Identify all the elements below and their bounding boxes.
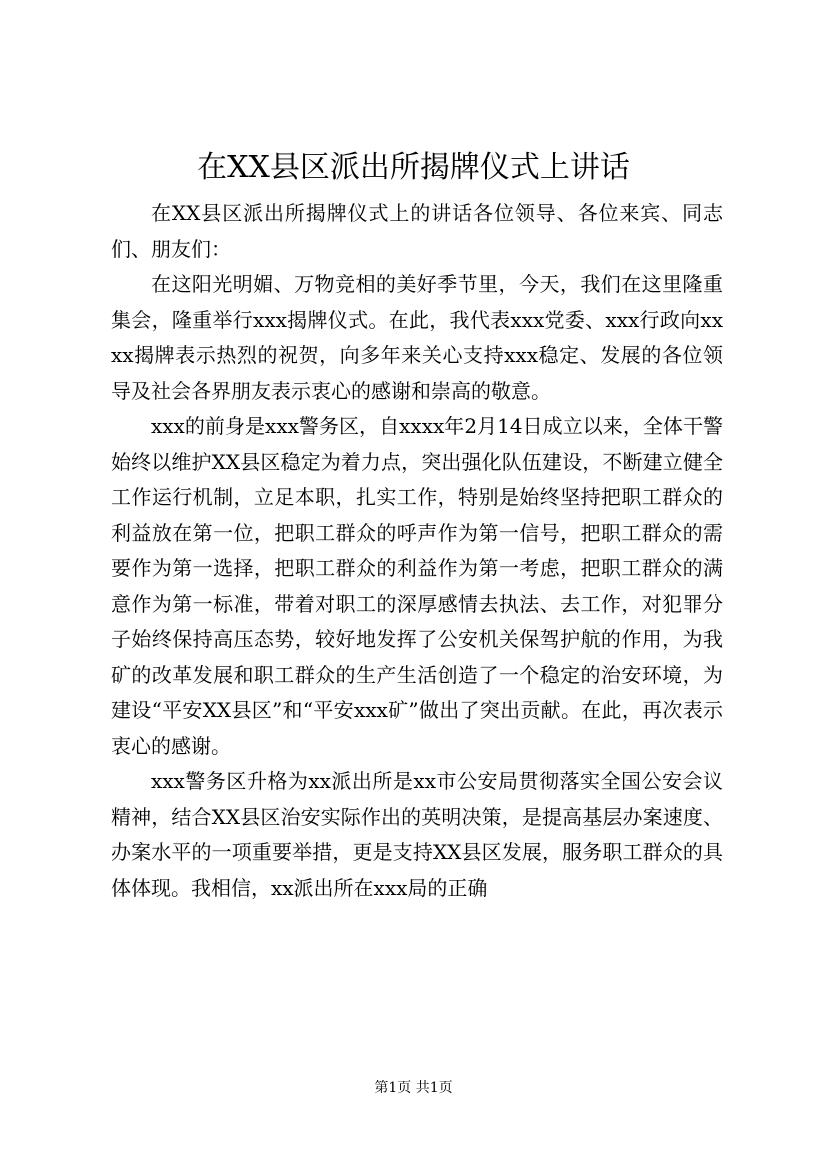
paragraph-opening: 在这阳光明媚、万物竞相的美好季节里，今天，我们在这里隆重集会，隆重举行xxx揭牌仪式。在此，我代表xxx党委、xxx行政向xxxx揭牌表示热烈的祝贺，向多年来关心支持xxx稳定、发展的各位领导及社会各界朋友表示衷心的感谢和崇高的敬意。 — [111, 272, 723, 403]
page-title: 在XX县区派出所揭牌仪式上讲话 — [197, 150, 630, 185]
paragraph-upgrade: xxx警务区升格为xx派出所是xx市公安局贯彻落实全国公安会议精神，结合XX县区治安实际作出的英明决策，是提高基层办案速度、办案水平的一项重要举措，更是支持XX县区发展，服务职工群众的具体体现。我相信，xx派出所在xxx局的正确 — [111, 769, 723, 900]
paragraph-greeting: 在XX县区派出所揭牌仪式上的讲话各位领导、各位来宾、同志们、朋友们： — [111, 201, 723, 261]
document-body — [111, 196, 723, 906]
paragraph-history: xxx的前身是xxx警务区，自xxxx年2月14日成立以来，全体干警始终以维护XX县区稳定为着力点，突出强化队伍建设，不断建立健全工作运行机制，立足本职，扎实工作，特别是始终坚持把职工群众的利益放在第一位，把职工群众的呼声作为第一信号，把职工群众的需要作为第一选择，把职工群众的利益作为第一考虑，把职工群众的满意作为第一标准，带着对职工的深厚感情去执法、去工作，对犯罪分子始终保持高压态势，较好地发挥了公安机关保驾护航的作用，为我矿的改革发展和职工群众的生产生活创造了一个稳定的治安环境，为建设“平安XX县区”和“平安xxx矿”做出了突出贡献。在此，再次表示衷心的感谢。 — [111, 414, 723, 758]
page-footer: 第1页 共1页 — [374, 1080, 453, 1096]
